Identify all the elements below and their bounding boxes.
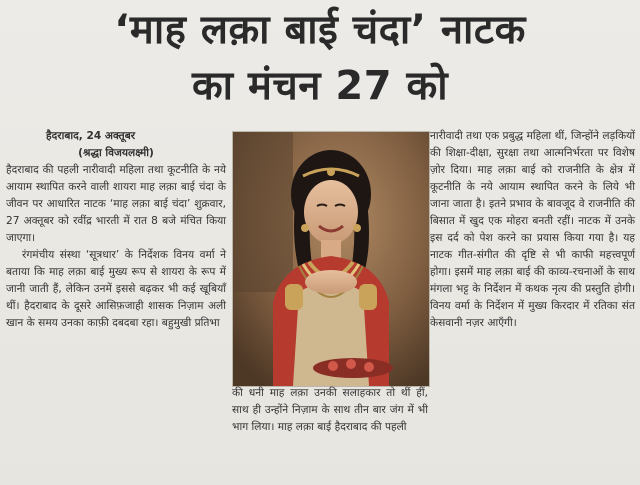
article-column-3 bbox=[430, 128, 635, 332]
article-paragraph-3: नारीवादी तथा एक प्रबुद्ध महिला थीं, जिन्होंने लड़कियों की शिक्षा-दीक्षा, सुरक्षा तथा आत्मनिर्भरता पर विशेष ज़ोर दिया। माह लक़ा बाई को राजनीति के क्षेत्र में कूटनीति के नये आयाम स्थापित करने के लिये भी जाना जाता है। इतने प्रभाव के बावजूद वे राजनीति की बिसात में खुद एक मोहरा बनती रहीं। नाटक में उनके इस दर्द को पेश करने का प्रयास किया गया है। यह नाटक गीत-संगीत की दृष्टि से भी काफी महत्त्वपूर्ण होगा। इसमें माह लक़ा बाई की काव्य-रचनाओं के साथ मंगला भट्ट के निर्देशन में कथक नृत्य की प्रस्तुति होगी। विनय वर्मा के निर्देशन में मुख्य किरदार में रतिका संत केसवानी नज़र आएँगी। bbox=[430, 130, 635, 329]
article-paragraph-1: हैदराबाद की पहली नारीवादी महिला तथा कूटनीति के नये आयाम स्थापित करने वाली शायरा माह लक़ा बाई चंदा के जीवन पर आधारित नाटक ‘माह लक़ा बाई चंदा’ शुक्रवार, 27 अक्तूबर को रवींद्र भारती में रात 8 बजे मंचित किया जाएगा। bbox=[6, 164, 226, 244]
photo-caption-text: की धनी माह लक़ा उनकी सलाहकार तो थीं हीं, साथ ही उन्होंने निज़ाम के साथ तीन बार जंग में भी भाग लिया। माह लक़ा बाई हैदराबाद की पहली bbox=[232, 387, 428, 433]
byline: (श्रद्धा विजयलक्ष्मी) bbox=[78, 147, 154, 159]
article-paragraph-2: रंगमंचीय संस्था ‘सूत्रधार’ के निर्देशक विनय वर्मा ने बताया कि माह लक़ा बाई मुख्य रूप से शायरा के रूप में जानी जाती हैं, लेकिन उनमें इससे बढ़कर भी कई खूबियाँ थीं। हैदराबाद के दूसरे आसिफ़जाही शासक निज़ाम अली खान के समय उनका काफ़ी दबदबा रहा। बहुमुखी प्रतिभा bbox=[6, 249, 226, 329]
dateline: हैदराबाद, 24 अक्तूबर bbox=[46, 130, 136, 142]
headline-line-1: ‘माह लक़ा बाई चंदा’ नाटक bbox=[114, 7, 526, 53]
headline-line-2: का मंचन 27 को bbox=[191, 63, 449, 109]
actress-photo bbox=[232, 131, 430, 387]
article-column-1 bbox=[6, 128, 226, 332]
